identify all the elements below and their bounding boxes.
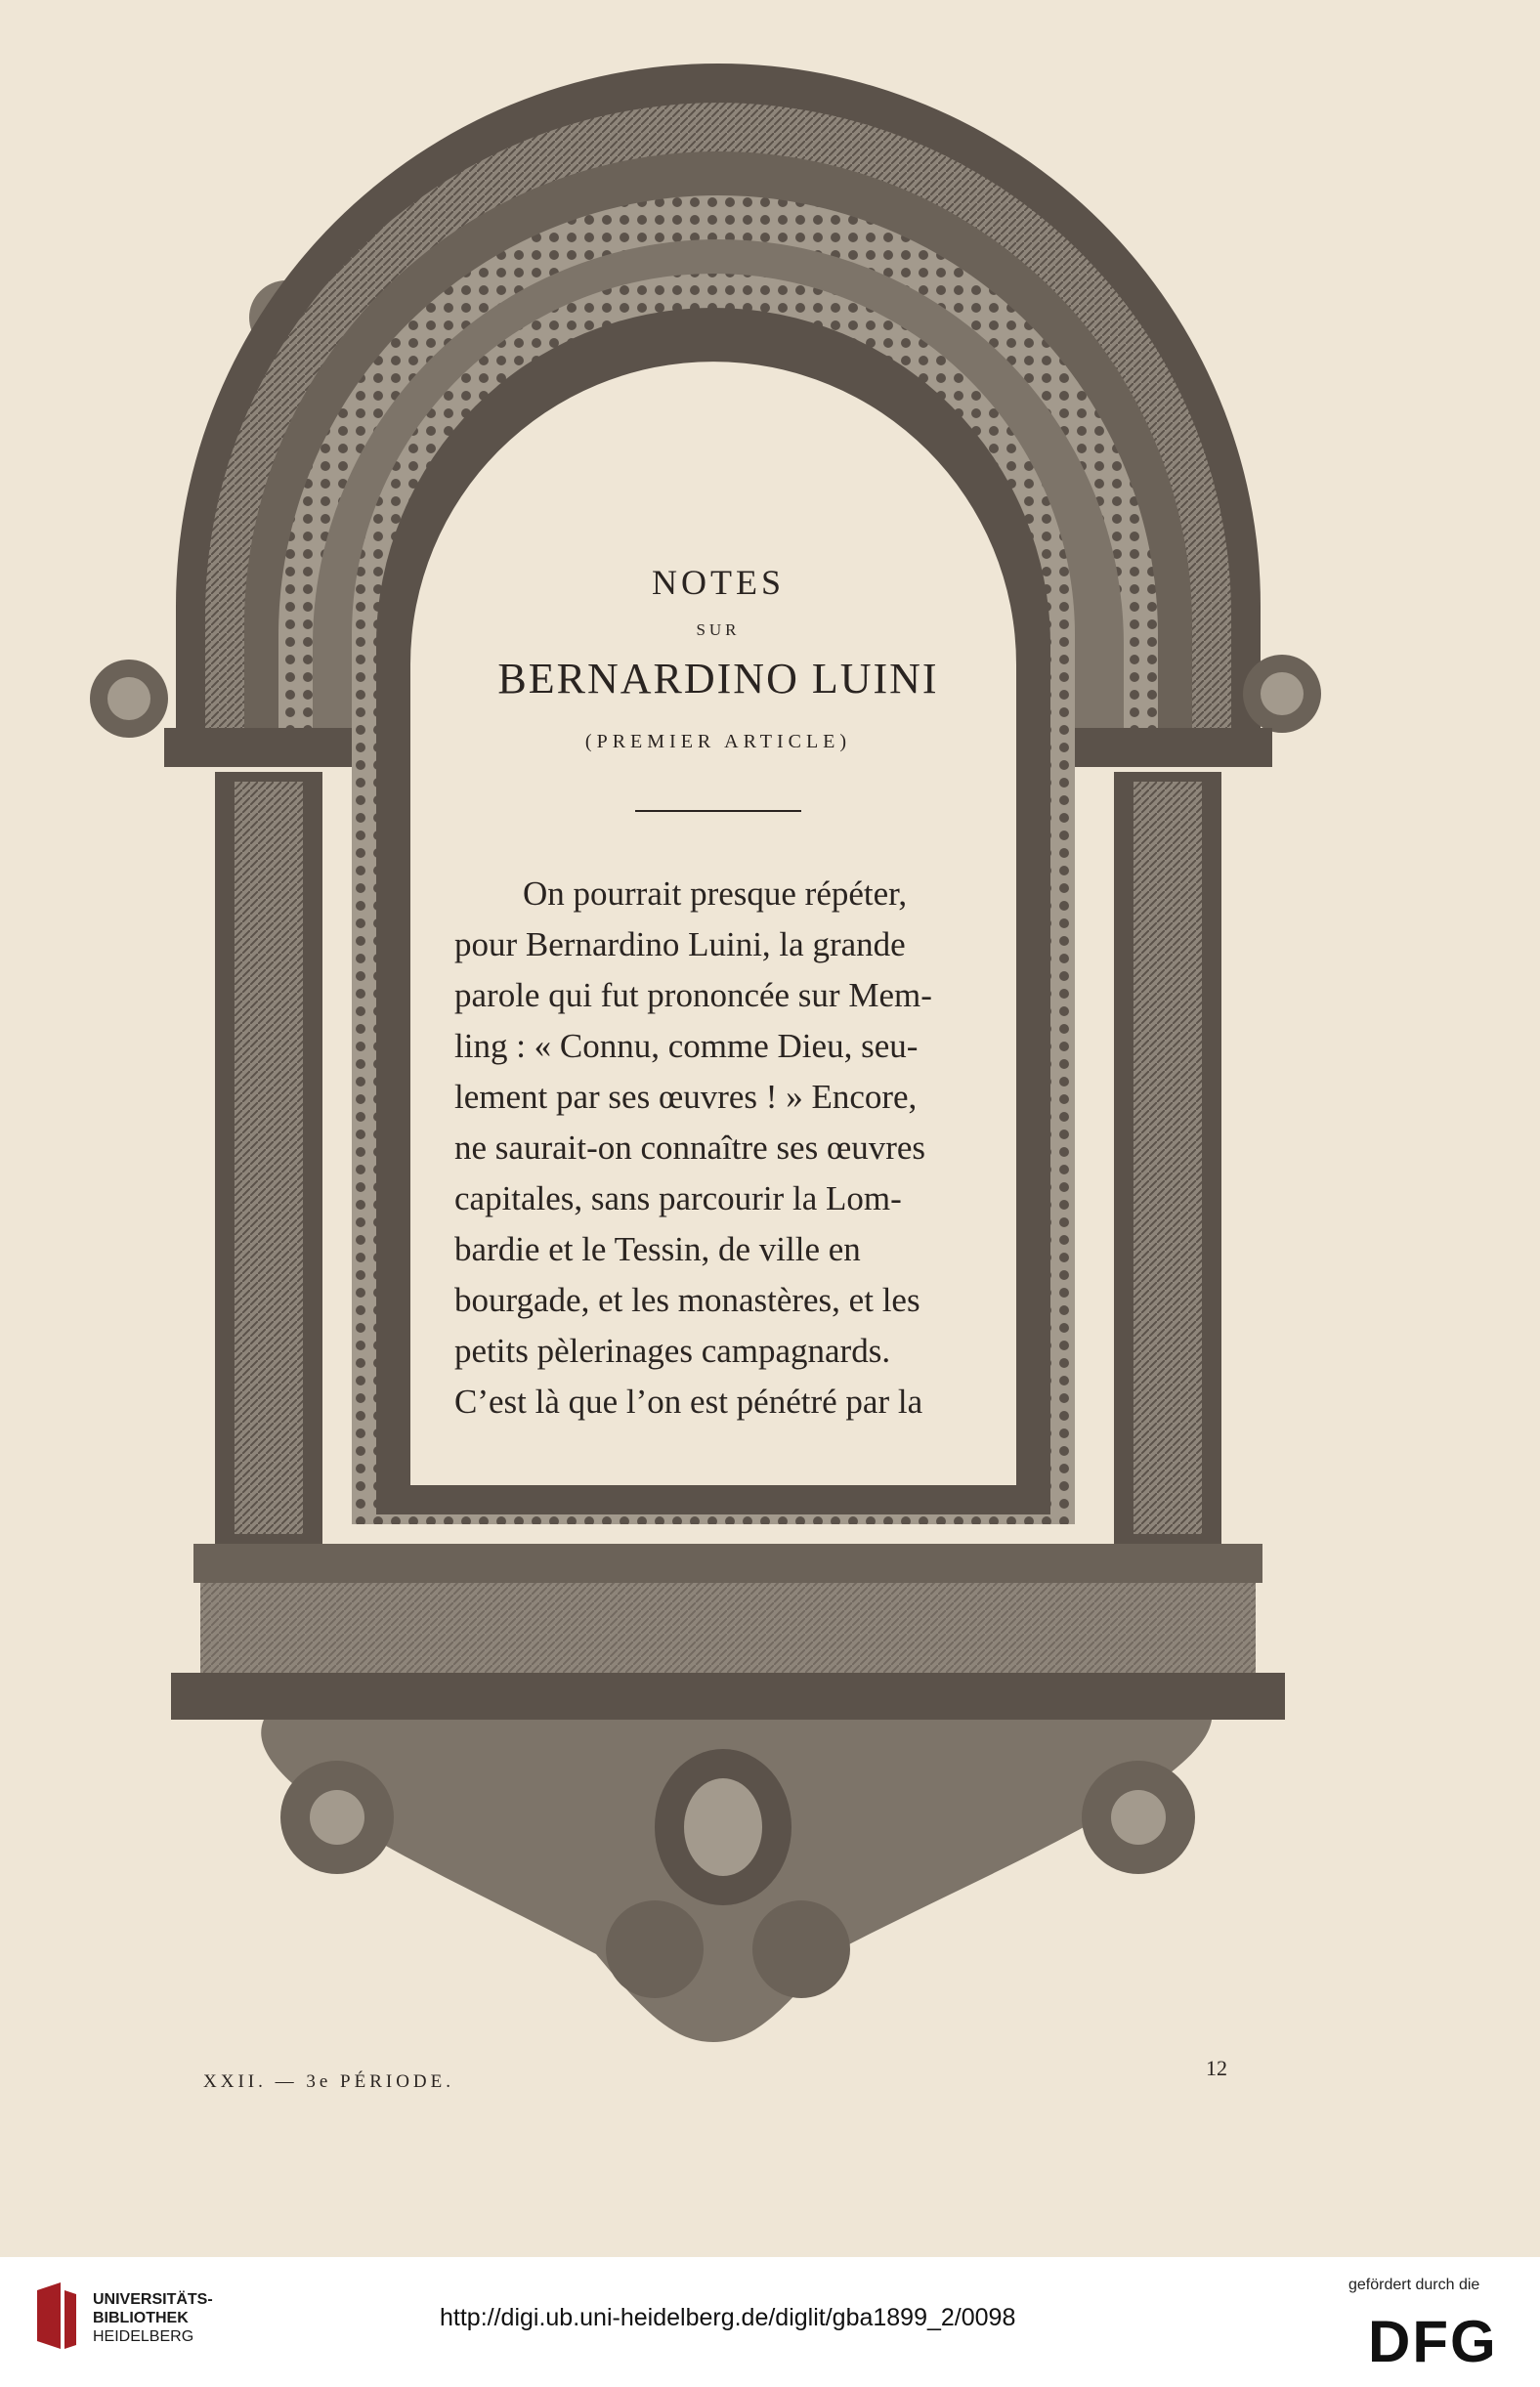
dfg-logo: DFG [1368,2309,1498,2374]
permalink-url[interactable]: http://digi.ub.uni-heidelberg.de/diglit/gba1899_2/0098 [440,2304,1016,2331]
body-line: ling : « Connu, comme Dieu, seu- [454,1027,919,1065]
lower-bracket-ornament [261,1720,1212,2042]
body-line: pour Bernardino Luini, la grande [454,925,906,963]
library-name: UNIVERSITÄTS- BIBLIOTHEK HEIDELBERG [93,2291,213,2345]
body-line: bourgade, et les monastères, et les [454,1281,920,1319]
body-line: capitales, sans parcourir la Lom- [454,1179,902,1217]
body-line: bardie et le Tessin, de ville en [454,1230,861,1268]
divider-rule [635,810,801,812]
volume-signature: XXII. — 3e PÉRIODE. [203,2071,455,2092]
article-body [454,869,982,1428]
university-library-logo-icon [31,2280,82,2355]
body-line: lement par ses œuvres ! » Encore, [454,1078,918,1116]
page-number: 12 [1206,2056,1227,2080]
digitization-footer [0,2257,1540,2387]
title-block [454,547,982,1428]
body-line: ne saurait-on connaître ses œuvres [454,1129,926,1167]
body-line: C’est là que l’on est pénétré par la [454,1383,923,1421]
body-line: petits pèlerinages campagnards. [454,1332,891,1370]
article-title: BERNARDINO LUINI [497,655,939,703]
funding-caption: gefördert durch die [1348,2277,1480,2293]
heading-sur: SUR [696,620,741,639]
heading-notes: NOTES [652,563,785,602]
body-line: On pourrait presque répéter, [523,874,908,913]
article-subtitle: (PREMIER ARTICLE) [584,731,852,752]
body-line: parole qui fut prononcée sur Mem- [454,976,932,1014]
